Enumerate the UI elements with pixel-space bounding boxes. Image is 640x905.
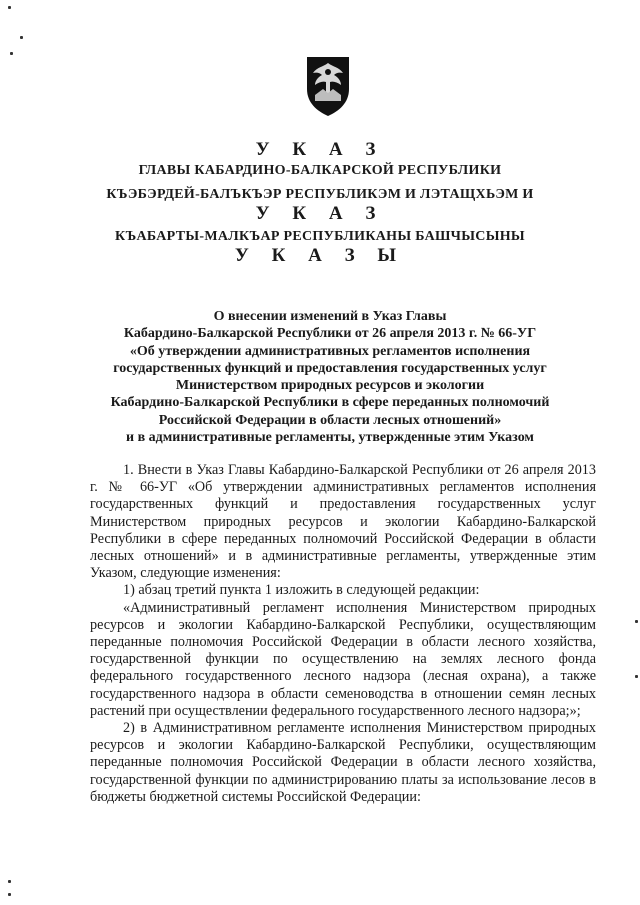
paragraph-2: 1) абзац третий пункта 1 изложить в следующей редакции:: [123, 582, 480, 599]
scan-speck: [8, 880, 11, 883]
ukaz-title-2: У К А З: [255, 203, 385, 224]
title-line: Кабардино-Балкарской Республики в сфере переданных полномочий: [110, 395, 550, 411]
header-line-2: КЪЭБЭРДЕЙ-БАЛЪКЪЭР РЕСПУБЛИКЭМ И ЛЭТАЩХЬЭМ И: [106, 187, 534, 202]
ukaz-title-3: У К А З Ы: [234, 245, 406, 266]
coat-of-arms-icon: [303, 55, 353, 117]
document-body: [90, 462, 596, 806]
title-line: Министерством природных ресурсов и экологии: [175, 378, 485, 394]
header-line-1: ГЛАВЫ КАБАРДИНО-БАЛКАРСКОЙ РЕСПУБЛИКИ: [138, 163, 502, 178]
title-line: государственных функций и предоставления государственных услуг: [113, 360, 547, 376]
ukaz-title-1: У К А З: [255, 139, 385, 160]
header: [0, 140, 640, 160]
scan-speck: [20, 36, 23, 39]
title-line: Кабардино-Балкарской Республики от 26 апреля 2013 г. № 66-УГ: [123, 326, 537, 342]
scan-speck: [8, 893, 11, 896]
scan-speck: [10, 52, 13, 55]
header-line-3: КЪАБАРТЫ-МАЛКЪАР РЕСПУБЛИКАНЫ БАШЧЫСЫНЫ: [115, 229, 525, 244]
paragraph-1: 1. Внести в Указ Главы Кабардино-Балкарской Республики от 26 апреля 2013 г. № 66-УГ «Об утверждении административных регламентов исполнения государственных функций и предоставления государственных услуг Министерством природных ресурсов и экологии Кабардино-Балкарской Республики в сфере переданных полномочий Российской Федерации в области лесных отношений» и в административные регламенты, утвержденные этим Указом, следующие изменения:: [90, 462, 596, 582]
scan-speck: [635, 620, 638, 623]
paragraph-4: 2) в Административном регламенте исполнения Министерством природных ресурсов и экологии Кабардино-Балкарской Республики, осуществляющим переданные полномочия Российской Федерации в области лесного хозяйства, государственной функции по администрированию платы за использование лесов в бюджеты бюджетной системы Российской Федерации:: [90, 720, 596, 805]
title-line: Российской Федерации в области лесных отношений»: [158, 412, 502, 428]
scan-speck: [635, 675, 638, 678]
title-line: «Об утверждении административных регламентов исполнения: [129, 343, 531, 359]
scan-speck: [8, 6, 11, 9]
document-title: [60, 308, 600, 446]
title-line: и в административные регламенты, утвержденные этим Указом: [126, 430, 534, 446]
title-line: О внесении изменений в Указ Главы: [213, 309, 447, 324]
paragraph-3: «Административный регламент исполнения Министерством природных ресурсов и экологии Кабардино-Балкарской Республики, осуществляющим переданные полномочия Российской Федерации в области лесного хозяйства, государственной функции по осуществлению на землях лесного фонда федерального государственного лесного надзора (лесная охрана), а также государственного надзора в области семеноводства в отношении семян лесных растений при осуществлении федерального государственного лесного надзора;»;: [90, 599, 596, 719]
